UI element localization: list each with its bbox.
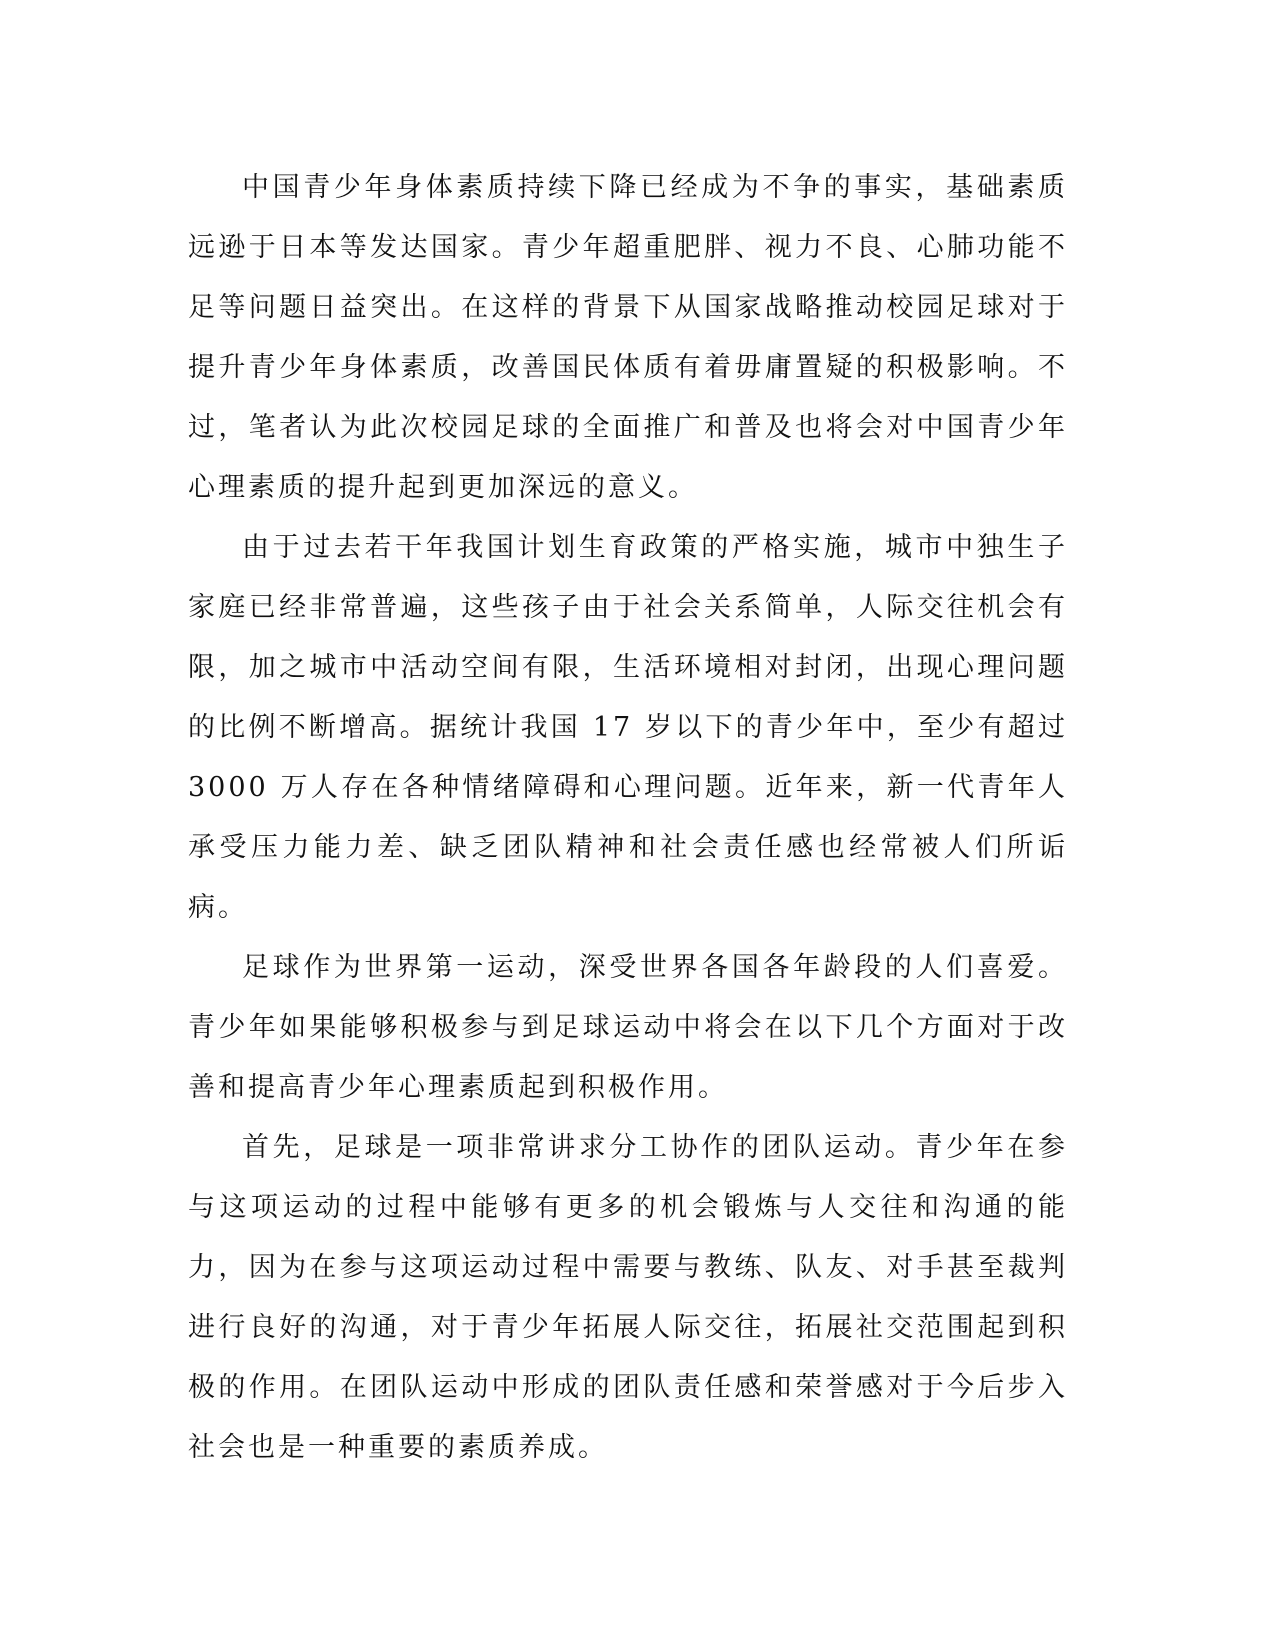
paragraph-3: 足球作为世界第一运动，深受世界各国各年龄段的人们喜爱。青少年如果能够积极参与到足球运动中将会在以下几个方面对于改善和提高青少年心理素质起到积极作用。 <box>188 952 1068 1103</box>
paragraph-4: 首先，足球是一项非常讲求分工协作的团队运动。青少年在参与这项运动的过程中能够有更多的机会锻炼与人交往和沟通的能力，因为在参与这项运动过程中需要与教练、队友、对手甚至裁判进行良好的沟通，对于青少年拓展人际交往，拓展社交范围起到积极的作用。在团队运动中形成的团队责任感和荣誉感对于今后步入社会也是一种重要的素质养成。 <box>188 1132 1068 1463</box>
paragraph-1: 中国青少年身体素质持续下降已经成为不争的事实，基础素质远逊于日本等发达国家。青少年超重肥胖、视力不良、心肺功能不足等问题日益突出。在这样的背景下从国家战略推动校园足球对于提升青少年身体素质，改善国民体质有着毋庸置疑的积极影响。不过，笔者认为此次校园足球的全面推广和普及也将会对中国青少年心理素质的提升起到更加深远的意义。 <box>188 172 1068 503</box>
document-body <box>188 158 1068 1478</box>
paragraph-2: 由于过去若干年我国计划生育政策的严格实施，城市中独生子家庭已经非常普遍，这些孩子由于社会关系简单，人际交往机会有限，加之城市中活动空间有限，生活环境相对封闭，出现心理问题的比例不断增高。据统计我国 17 岁以下的青少年中，至少有超过 3000 万人存在各种情绪障碍和心理问题。近年来，新一代青年人承受压力能力差、缺乏团队精神和社会责任感也经常被人们所诟病。 <box>188 532 1068 923</box>
